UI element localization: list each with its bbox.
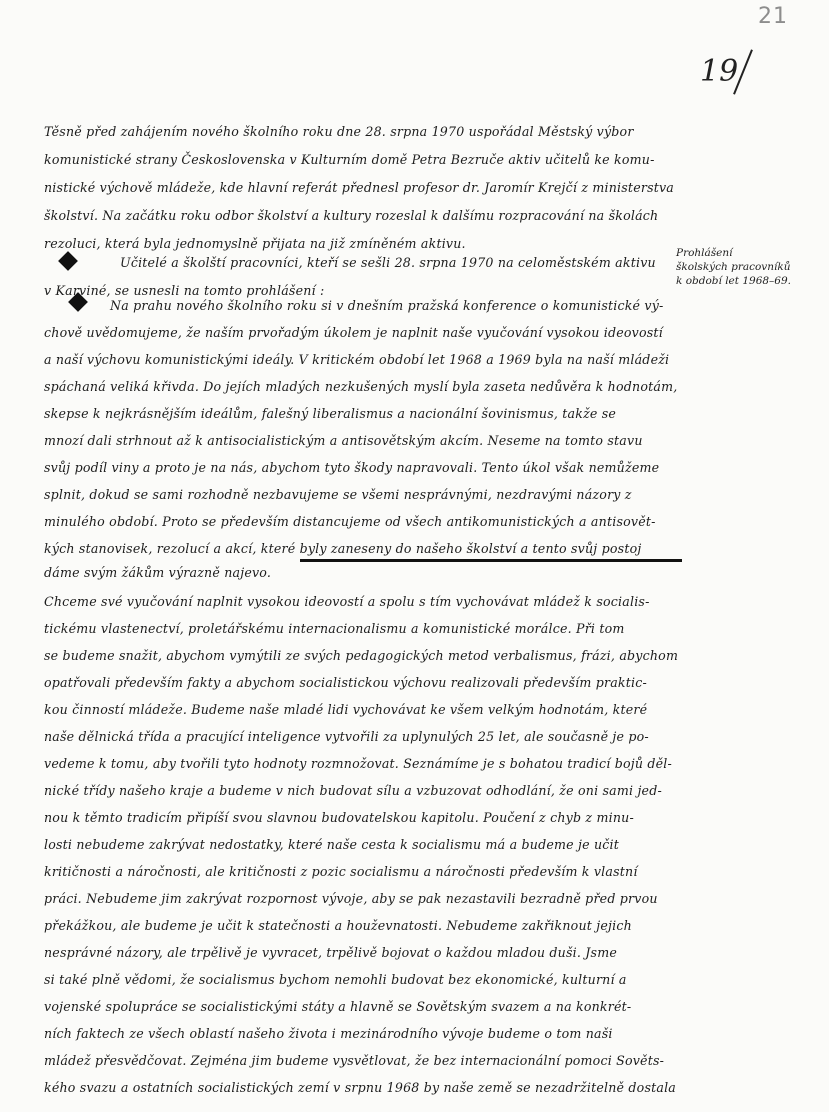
text-line: naše dělnická třída a pracující inteligence vytvořili za uplynulých 25 let, ale současně je po- [44, 729, 649, 744]
text-line: opatřovali především fakty a abychom socialistickou výchovu realizovali především praktic- [44, 675, 647, 690]
text-line: vojenské spolupráce se socialistickými státy a hlavně se Sovětským svazem a na konkrét- [44, 999, 632, 1014]
text-line: spáchaná veliká křivda. Do jejích mladých nezkušených myslí byla zaseta nedůvěra k hodnotám, [44, 379, 678, 394]
text-line: komunistické strany Československa v Kulturním domě Petra Bezruče aktiv učitelů ke komu- [44, 152, 655, 167]
text-line: chově uvědomujeme, že naším prvořadým úkolem je naplnit naše vyučování vysokou ideovostí [44, 325, 663, 340]
text-line: Chceme své vyučování naplnit vysokou ideovostí a spolu s tím vychovávat mládež k socialis- [44, 594, 650, 609]
margin-note-line: školských pracovníků [676, 261, 791, 273]
text-line: si také plně vědomi, že socialismus bychom nemohli budovat bez ekonomické, kulturní a [44, 972, 627, 987]
text-line: nistické výchově mládeže, kde hlavní referát přednesl profesor dr. Jaromír Krejčí z ministerstva [44, 180, 675, 195]
margin-note-line: k období let 1968–69. [676, 275, 792, 287]
text-line: dáme svým žákům výrazně najevo. [44, 565, 272, 580]
text-line: kritičnosti a náročnosti, ale kritičnosti z pozic socialismu a náročnosti především k vlastní [44, 864, 638, 879]
text-line: losti nebudeme zakrývat nedostatky, které naše cesta k socialismu má a budeme je učit [44, 837, 619, 852]
text-line: rezoluci, která byla jednomyslně přijata na již zmíněném aktivu. [44, 236, 466, 251]
text-line: kou činností mládeže. Budeme naše mladé lidi vychovávat ke všem velkým hodnotám, které [44, 702, 648, 717]
text-line: Těsně před zahájením nového školního roku dne 28. srpna 1970 uspořádal Městský výbor [44, 124, 634, 139]
text-line: Na prahu nového školního roku si v dnešním pražská konference o komunistické vý- [110, 298, 664, 313]
text-line: mnozí dali strhnout až k antisocialistickým a antisovětským akcím. Neseme na tomto stavu [44, 433, 643, 448]
text-line: ních faktech ze všech oblastí našeho života i mezinárodního vývoje budeme o tom naši [44, 1026, 613, 1041]
margin-note-line: Prohlášení [676, 247, 733, 259]
text-line: nické třídy našeho kraje a budeme v nich budovat sílu a vzbuzovat odhodlání, že oni sami jed- [44, 783, 662, 798]
text-line: v Karviné, se usnesli na tomto prohlášení : [44, 283, 325, 298]
text-line: překážkou, ale budeme je učit k statečnosti a houževnatosti. Nebudeme zakřiknout jejich [44, 918, 632, 933]
page-number: 19 [700, 54, 739, 89]
text-line: skepse k nejkrásnějším ideálům, falešný liberalismus a nacionální šovinismus, takže se [44, 406, 617, 421]
text-line: nou k těmto tradicím připíší svou slavnou budovatelskou kapitolu. Poučení z chyb z minu- [44, 810, 634, 825]
text-line: splnit, dokud se sami rozhodně nezbavujeme se všemi nesprávnými, nezdravými názory z [44, 487, 632, 502]
text-line: tickému vlastenectví, proletářskému internacionalismu a komunistické morálce. Při tom [44, 621, 625, 636]
text-line: kých stanovisek, rezolucí a akcí, které byly zaneseny do našeho školství a tento svůj postoj [44, 541, 642, 556]
text-line: a naší výchovu komunistickými ideály. V kritickém období let 1968 a 1969 byla na naší mládeži [44, 352, 670, 367]
text-line: nesprávné názory, ale trpělivě je vyvracet, trpělivě bojovat o každou mladou duši. Jsme [44, 945, 617, 960]
text-line: kého svazu a ostatních socialistických zemí v srpnu 1968 by naše země se nezadržitelně dostala [44, 1080, 677, 1095]
text-line: Učitelé a školští pracovníci, kteří se sešli 28. srpna 1970 na celoměstském aktivu [120, 255, 656, 270]
text-line: svůj podíl viny a proto je na nás, abychom tyto škody napravovali. Tento úkol však nemůžeme [44, 460, 660, 475]
text-line: školství. Na začátku roku odbor školství a kultury rozeslal k dalšímu rozpracování na školách [44, 208, 659, 223]
text-line: minulého období. Proto se především distancujeme od všech antikomunistických a antisovět- [44, 514, 656, 529]
text-line: mládež přesvědčovat. Zejména jim budeme vysvětlovat, že bez internacionální pomoci Sověts- [44, 1053, 665, 1068]
text-line: se budeme snažit, abychom vymýtili ze svých pedagogických metod verbalismus, frázi, abychom [44, 648, 679, 663]
text-line: vedeme k tomu, aby tvořili tyto hodnoty rozmnožovat. Seznámíme je s bohatou tradicí bojů děl- [44, 756, 672, 771]
corner-number: 21 [758, 4, 788, 29]
text-line: práci. Nebudeme jim zakrývat rozpornost vývoje, aby se pak nezastavili bezradně před prvou [44, 891, 658, 906]
